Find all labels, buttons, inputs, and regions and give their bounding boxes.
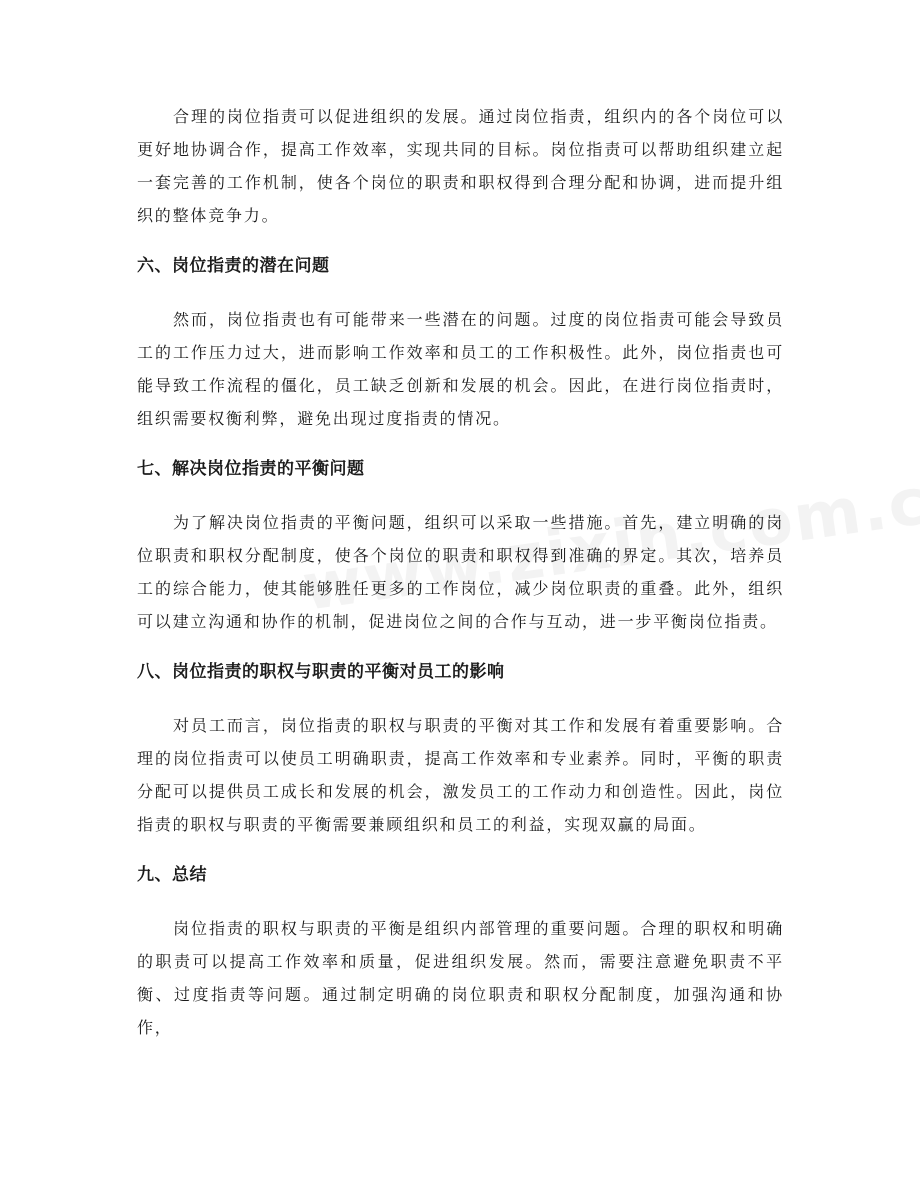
section-body-9: 岗位指责的职权与职责的平衡是组织内部管理的重要问题。合理的职权和明确的职责可以提高工作效率和质量，促进组织发展。然而，需要注意避免职责不平衡、过度指责等问题。通过制定明确的岗位职责和职权分配制度，加强沟通和协作， <box>137 919 784 1037</box>
spacer <box>137 283 784 303</box>
spacer <box>137 435 784 453</box>
section-body-8: 对员工而言，岗位指责的职权与职责的平衡对其工作和发展有着重要影响。合理的岗位指责可以使员工明确职责，提高工作效率和专业素养。同时，平衡的职责分配可以提供员工成长和发展的机会，激发员工的工作动力和创造性。因此，岗位指责的职权与职责的平衡需要兼顾组织和员工的利益，实现双赢的局面。 <box>137 716 784 834</box>
intro-paragraph: 合理的岗位指责可以促进组织的发展。通过岗位指责，组织内的各个岗位可以更好地协调合作，提高工作效率，实现共同的目标。岗位指责可以帮助组织建立起一套完善的工作机制，使各个岗位的职责和职权得到合理分配和协调，进而提升组织的整体竞争力。 <box>137 107 784 225</box>
spacer <box>137 841 784 859</box>
document-body <box>137 100 784 1044</box>
section-body-7: 为了解决岗位指责的平衡问题，组织可以采取一些措施。首先，建立明确的岗位职责和职权分配制度，使各个岗位的职责和职权得到准确的界定。其次，培养员工的综合能力，使其能够胜任更多的工作岗位，减少岗位职责的重叠。此外，组织可以建立沟通和协作的机制，促进岗位之间的合作与互动，进一步平衡岗位指责。 <box>137 513 784 631</box>
spacer <box>137 486 784 506</box>
section-heading-7: 七、解决岗位指责的平衡问题 <box>137 459 365 479</box>
section-heading-8: 八、岗位指责的职权与职责的平衡对员工的影响 <box>137 662 505 682</box>
spacer <box>137 892 784 912</box>
section-heading-9: 九、总结 <box>137 865 207 885</box>
spacer <box>137 638 784 656</box>
spacer <box>137 232 784 250</box>
spacer <box>137 689 784 709</box>
section-heading-6: 六、岗位指责的潜在问题 <box>137 256 330 276</box>
section-body-6: 然而，岗位指责也有可能带来一些潜在的问题。过度的岗位指责可能会导致员工的工作压力过大，进而影响工作效率和员工的工作积极性。此外，岗位指责也可能导致工作流程的僵化，员工缺乏创新和发展的机会。因此，在进行岗位指责时，组织需要权衡利弊，避免出现过度指责的情况。 <box>137 310 784 428</box>
